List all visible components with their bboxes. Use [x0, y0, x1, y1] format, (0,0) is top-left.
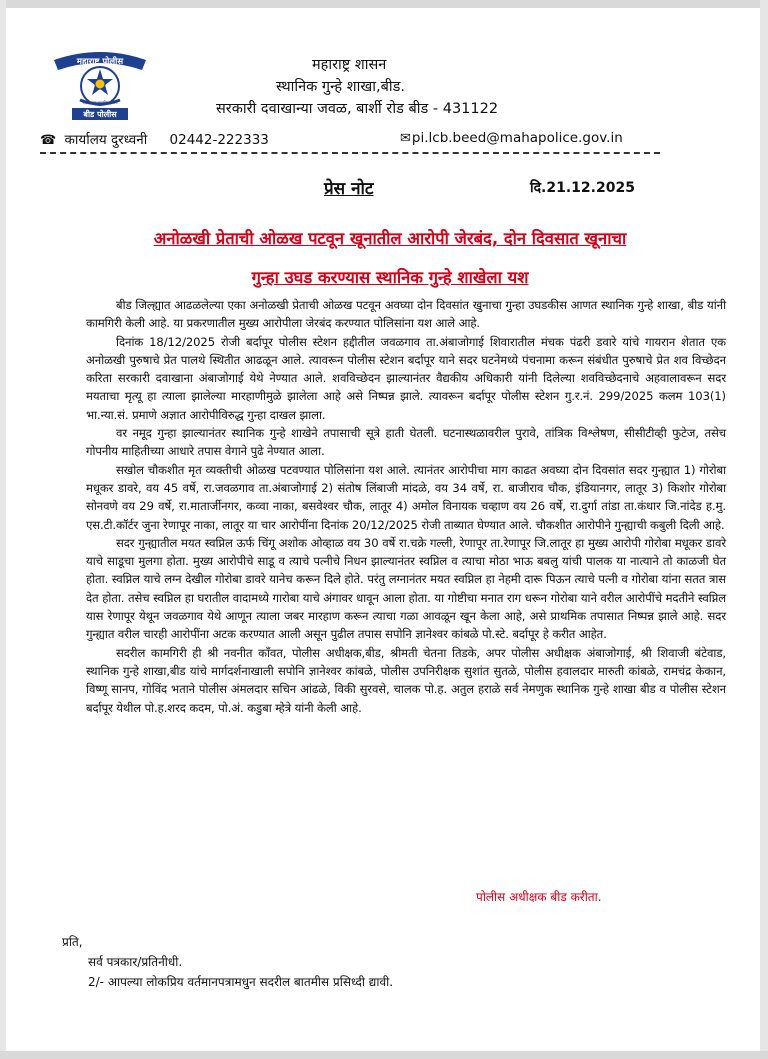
signature-line: पोलीस अधीक्षक बीड करीता. — [476, 890, 602, 904]
logo-motto-text: सद्रक्षणाय खलनिग्रहणाय — [82, 100, 118, 105]
viewer-frame-bottom — [0, 1051, 768, 1059]
body-paragraph: सदरील कामगिरी ही श्री नवनीत कॉंवत, पोलीस अधीक्षक,बीड, श्रीमती चेतना तिडके, अपर पोलीस अधीक्षक अंबाजोगाई, श्री शिवाजी बंटेवाड, स्थानिक गुन्हे शाखा,बीड यांचे मार्गदर्शनाखाली सपोनि ज्ञानेश्वर कांबळे, पोलीस उपनिरीक्षक सुशांत सुतळे, पोलीस हवालदार मारुती कांबळे, रामचंद्र केकान, विष्णू सानप, गोविंद भताने पोलीस अंमलदार सचिन आंढळे, विकी सुरवसे, चालक पो.ह. अतुल हराळे सर्व नेमणुक स्थानिक गुन्हे शाखा बीड व पोलीस स्टेशन बर्दापूर येथील पो.ह.शरद कदम, पो.अं. कडुबा म्हेत्रे यांनी केली आहे. — [86, 645, 726, 715]
telephone-icon: ☎ — [40, 133, 57, 148]
phone-label: कार्यालय दुरध्वनी — [64, 132, 148, 148]
envelope-icon: ✉ — [400, 131, 411, 146]
body-paragraph: बीड जिल्ह्यात आढळलेल्या एका अनोळखी प्रेताची ओळख पटवून अवघ्या दोन दिवसांत खुनाचा गुन्हा उघडकीस आणत स्थानिक गुन्हे शाखा, बीड यांनी कामगिरी केली आहे. या प्रकरणातील मुख्य आरोपीला जेरबंद करण्यात पोलिसांना यश आले आहे. — [86, 298, 726, 331]
letterhead — [200, 54, 560, 120]
letterhead-line-government: महाराष्ट्र शासन — [312, 57, 387, 73]
recipients-block — [62, 932, 393, 992]
body-paragraph: सदर गुन्ह्यातील मयत स्वप्निल ऊर्फ चिंगू अशोक ओव्हाळ वय 30 वर्षे रा.चक्रे गल्ली, रेणापूर ता.रेणापूर जि.लातूर हा मुख्य आरोपी गोरोबा मधूकर डावरे याचे साडूचा मुलगा होता. मुख्य आरोपीचे साडू व त्याचे पत्नीचे निधन झाल्यानंतर स्वप्निल व त्याचा मोठा भाऊ बबलु यांची पालक या नात्याने तो काळजी घेत होता. स्वप्निल याचे लग्न देखील गोरोबा डावरे यानेच करून दिले होते. परंतु लग्नानंतर मयत स्वप्निल हा नेहमी दारू पिऊन त्याचे पत्नी व गोरोबा यांना सतत त्रास देत होता. तसेच स्वप्निल हा घरातील वादामध्ये गारोबा याचे अंगावर धावून आला होता. या गोष्टीचा मनात राग धरून गोरोबा याने वरील आरोपींचे मदतीने स्वप्निल यास रेणापूर येथून जवळगाव येथे आणून त्याला जबर मारहाण करून त्याचा गळा आवळून खून केला आहे, असे प्राथमिक तपासात निष्पन्न झाले आहे. सदर गुन्ह्यात वरील चारही आरोपींना अटक करण्यात आली असून पुढील तपास सपोनि ज्ञानेश्वर कांबळे पो.स्टे. बर्दापूर हे करीत आहेत. — [86, 535, 726, 642]
body-paragraph: सखोल चौकशीत मृत व्यक्तीची ओळख पटवण्यात पोलिसांना यश आले. त्यानंतर आरोपीचा माग काढत अवघ्या दोन दिवसांत सदर गुन्ह्यात 1) गोरोबा मधूकर डावरे, वय 45 वर्षे, रा.जवळगाव ता.अंबाजोगाई 2) संतोष लिंबाजी मांदळे, वय 34 वर्षे, रा. बाजीराव चौक, इंडियानगर, लातूर 3) किशोर गोरोबा सोनवणे वय 29 वर्षे, रा.मातार्जीनगर, कव्वा नाका, बसवेश्वर चौक, लातूर 4) अमोल विनायक चव्हाण वय 26 वर्षे, रा.दुर्गा तांडा ता.कंधार जि.नांदेड ह.मु. एस.टी.कॉर्टर जुना रेणापूर नाका, लातूर या चार आरोपींना दिनांक 20/12/2025 रोजी ताब्यात घेण्यात आले. चौकशीत आरोपीने गुन्ह्याची कबुली दिली आहे. — [86, 462, 726, 532]
office-phone — [40, 130, 269, 148]
headline-line-2: गुन्हा उघड करण्यास स्थानिक गुन्हे शाखेला यश — [251, 268, 529, 287]
email-address[interactable]: pi.lcb.beed@mahapolice.gov.in — [411, 130, 623, 146]
viewer-frame-left — [0, 0, 6, 1059]
dashed-divider — [40, 152, 660, 154]
maharashtra-police-emblem-icon — [50, 42, 150, 124]
phone-number: 02442-222333 — [169, 132, 269, 148]
viewer-frame-top — [0, 0, 768, 8]
logo-top-text: महाराष्ट्र पोलीस — [76, 57, 124, 67]
press-body — [86, 296, 726, 717]
office-email — [400, 130, 623, 146]
letterhead-line-branch: स्थानिक गुन्हे शाखा,बीड. — [276, 79, 405, 95]
body-paragraph: दिनांक 18/12/2025 रोजी बर्दापूर पोलीस स्टेशन हद्दीतील जवळगाव ता.अंबाजोगाई शिवारातील मंचक पंढरी डवारे यांचे गायरान शेतात एक अनोळखी पुरुषाचे प्रेत पालथे स्थितीत आढळून आले. त्यावरून पोलीस स्टेशन बर्दापूर याने सदर घटनेमध्ये पंचनामा करून संबंधीत पुरुषाचे प्रेत शव विच्छेदन करिता सरकारी दवाखाना अंबाजोगाई येथे नेण्यात आले. शवविच्छेदन झाल्यानंतर वैद्यकीय अधिकारी यांनी दिलेल्या शवविच्छेदनाचे अहवालावरून सदर मयताचा मृत्यू हा त्याला झालेल्या मारहाणीमुळे झालेला आहे असे निष्पन्न झाले. त्यावरून बर्दापूर पोलीस स्टेशन गु.र.नं. 299/2025 कलम 103(1) भा.न्या.सं. प्रमाणे अज्ञात आरोपीविरुद्ध गुन्हा दाखल झाला. — [86, 334, 726, 422]
logo-bottom-text: बीड पोलीस — [83, 110, 117, 119]
press-note-date: दि.21.12.2025 — [530, 180, 635, 196]
police-logo — [50, 42, 150, 124]
body-paragraph: वर नमूद गुन्हा झाल्यानंतर स्थानिक गुन्हे शाखेने तपासाची सूत्रे हाती घेतली. घटनास्थळावरील पुरावे, तांत्रिक विश्लेषण, सीसीटीव्ही फुटेज, तसेच गोपनीय माहितीच्या आधारे तपास वेगाने पुढे नेण्यात आला. — [86, 426, 726, 459]
letterhead-line-address: सरकारी दवाखान्या जवळ, बार्शी रोड बीड - 431122 — [216, 101, 499, 117]
recipients-line-1: सर्व पत्रकार/प्रतिनीधी. — [88, 955, 183, 969]
press-note-title: प्रेस नोट — [324, 179, 374, 199]
recipients-line-2: 2/- आपल्या लोकप्रिय वर्तमानपत्रामधुन सदरील बातमीस प्रसिध्दी द्यावी. — [88, 975, 394, 989]
viewer-frame-right — [760, 0, 768, 1059]
recipients-label: प्रति, — [62, 935, 83, 949]
headline-line-1: अनोळखी प्रेताची ओळख पटवून खूनातील आरोपी जेरबंद, दोन दिवसात खूनाचा — [153, 229, 627, 248]
